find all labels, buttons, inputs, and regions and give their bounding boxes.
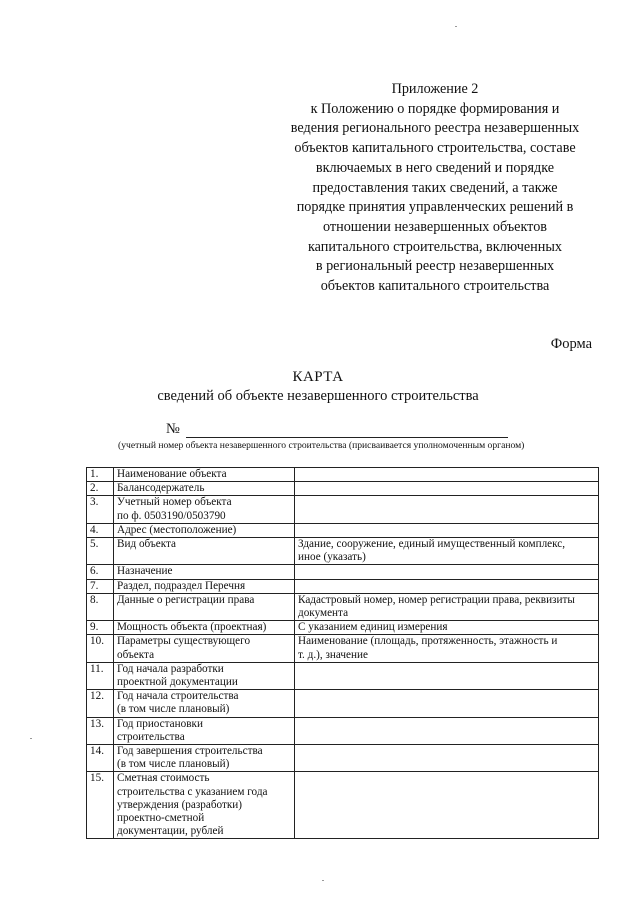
table-row bbox=[87, 717, 599, 744]
field-value-cell[interactable] bbox=[295, 635, 599, 662]
table-row bbox=[87, 593, 599, 620]
table-row bbox=[87, 482, 599, 496]
row-number: 14. bbox=[87, 745, 114, 772]
field-value-cell[interactable] bbox=[295, 745, 599, 772]
registration-number-note: (учетный номер объекта незавершенного строительства (присваивается уполномоченным органом) bbox=[118, 440, 525, 451]
row-number: 9. bbox=[87, 621, 114, 635]
field-name-line: Учетный номер объекта bbox=[117, 496, 232, 509]
appendix-line: предоставления таких сведений, а также bbox=[312, 179, 558, 196]
field-name-line: Мощность объекта (проектная) bbox=[117, 621, 267, 634]
row-number: 2. bbox=[87, 482, 114, 496]
field-value-cell[interactable] bbox=[295, 621, 599, 635]
field-value-hint: т. д.), значение bbox=[298, 648, 368, 661]
field-name-line: по ф. 0503190/0503790 bbox=[117, 509, 226, 522]
field-value-cell[interactable] bbox=[295, 579, 599, 593]
appendix-line: капитального строительства, включенных bbox=[308, 238, 562, 255]
table-row bbox=[87, 538, 599, 565]
table-row bbox=[87, 690, 599, 717]
field-name-line: Назначение bbox=[117, 565, 173, 578]
table-row bbox=[87, 621, 599, 635]
field-value-hint: иное (указать) bbox=[298, 551, 366, 564]
field-name-line: Год начала строительства bbox=[117, 690, 239, 703]
row-number: 8. bbox=[87, 593, 114, 620]
field-value-cell[interactable] bbox=[295, 717, 599, 744]
field-name-line: Параметры существующего bbox=[117, 635, 251, 648]
card-subtitle: сведений об объекте незавершенного строительства bbox=[157, 388, 479, 404]
field-value-cell[interactable] bbox=[295, 772, 599, 839]
field-name-line: (в том числе плановый) bbox=[117, 703, 230, 716]
table-row bbox=[87, 523, 599, 537]
object-card-table bbox=[86, 467, 599, 839]
row-number: 7. bbox=[87, 579, 114, 593]
field-name-cell bbox=[114, 717, 295, 744]
field-value-cell[interactable] bbox=[295, 538, 599, 565]
field-name-line: проектной документации bbox=[117, 676, 238, 689]
field-name-line: строительства bbox=[117, 730, 185, 743]
field-value-hint: документа bbox=[298, 607, 349, 620]
scan-speck bbox=[30, 738, 32, 739]
row-number: 15. bbox=[87, 772, 114, 839]
field-name-line: строительства с указанием года bbox=[117, 785, 268, 798]
appendix-line: в региональный реестр незавершенных bbox=[315, 258, 555, 275]
field-name-line: (в том числе плановый) bbox=[117, 758, 230, 771]
field-name-line: Год завершения строительства bbox=[117, 745, 263, 758]
appendix-line: объектов капитального строительства bbox=[320, 278, 550, 295]
row-number: 1. bbox=[87, 468, 114, 482]
field-name-cell bbox=[114, 593, 295, 620]
field-value-cell[interactable] bbox=[295, 523, 599, 537]
appendix-line: к Положению о порядке формирования и bbox=[310, 100, 560, 117]
table-row bbox=[87, 662, 599, 689]
table-row bbox=[87, 745, 599, 772]
field-name-cell bbox=[114, 662, 295, 689]
appendix-line: Приложение 2 bbox=[391, 81, 479, 97]
table-row bbox=[87, 468, 599, 482]
field-name-cell bbox=[114, 468, 295, 482]
row-number: 13. bbox=[87, 717, 114, 744]
field-value-cell[interactable] bbox=[295, 565, 599, 579]
form-label: Форма bbox=[550, 336, 592, 352]
field-name-line: Год приостановки bbox=[117, 717, 203, 730]
field-name-cell bbox=[114, 621, 295, 635]
appendix-line: включаемых в него сведений и порядке bbox=[315, 159, 555, 176]
row-number: 12. bbox=[87, 690, 114, 717]
field-value-cell[interactable] bbox=[295, 482, 599, 496]
field-name-line: утверждения (разработки) bbox=[117, 798, 243, 811]
field-name-line: Балансодержатель bbox=[117, 482, 205, 495]
number-sign: № bbox=[166, 421, 180, 437]
field-name-cell bbox=[114, 745, 295, 772]
field-name-line: Наименование объекта bbox=[117, 468, 227, 480]
table-row bbox=[87, 772, 599, 839]
field-name-line: Год начала разработки bbox=[117, 662, 224, 675]
row-number: 10. bbox=[87, 635, 114, 662]
field-name-cell bbox=[114, 579, 295, 593]
field-name-line: проектно-сметной bbox=[117, 812, 205, 825]
field-name-cell bbox=[114, 565, 295, 579]
table-row bbox=[87, 635, 599, 662]
scan-speck bbox=[322, 880, 324, 881]
field-value-hint: Наименование (площадь, протяженность, этажность и bbox=[298, 635, 558, 648]
field-value-hint: Здание, сооружение, единый имущественный комплекс, bbox=[298, 538, 566, 551]
field-name-cell bbox=[114, 690, 295, 717]
field-value-hint: С указанием единиц измерения bbox=[298, 621, 448, 634]
appendix-line: ведения регионального реестра незавершенных bbox=[290, 120, 580, 137]
field-value-cell[interactable] bbox=[295, 496, 599, 523]
field-value-cell[interactable] bbox=[295, 662, 599, 689]
table-row bbox=[87, 579, 599, 593]
row-number: 11. bbox=[87, 662, 114, 689]
field-name-cell bbox=[114, 496, 295, 523]
registration-number-line bbox=[166, 421, 508, 438]
field-value-cell[interactable] bbox=[295, 593, 599, 620]
table-row bbox=[87, 496, 599, 523]
row-number: 5. bbox=[87, 538, 114, 565]
appendix-line: порядке принятия управленческих решений в bbox=[296, 199, 574, 216]
row-number: 6. bbox=[87, 565, 114, 579]
appendix-header bbox=[270, 80, 600, 297]
field-name-cell bbox=[114, 523, 295, 537]
field-name-cell bbox=[114, 772, 295, 839]
table-row bbox=[87, 565, 599, 579]
field-name-cell bbox=[114, 482, 295, 496]
field-name-line: объекта bbox=[117, 648, 155, 661]
field-name-cell bbox=[114, 538, 295, 565]
card-title: КАРТА bbox=[292, 369, 344, 385]
row-number: 4. bbox=[87, 523, 114, 537]
field-value-cell[interactable] bbox=[295, 690, 599, 717]
field-value-hint: Кадастровый номер, номер регистрации права, реквизиты bbox=[298, 593, 575, 606]
field-name-line: Раздел, подраздел Перечня bbox=[117, 579, 246, 592]
field-name-cell bbox=[114, 635, 295, 662]
appendix-line: отношении незавершенных объектов bbox=[323, 218, 547, 235]
field-value-cell[interactable] bbox=[295, 468, 599, 482]
field-name-line: Данные о регистрации права bbox=[117, 593, 255, 606]
row-number: 3. bbox=[87, 496, 114, 523]
field-name-line: Сметная стоимость bbox=[117, 772, 210, 785]
registration-number-field[interactable] bbox=[186, 423, 508, 438]
field-name-line: Вид объекта bbox=[117, 538, 176, 551]
scan-speck bbox=[455, 26, 457, 27]
field-name-line: Адрес (местоположение) bbox=[117, 523, 237, 536]
appendix-line: объектов капитального строительства, составе bbox=[294, 140, 576, 157]
field-name-line: документации, рублей bbox=[117, 825, 224, 838]
